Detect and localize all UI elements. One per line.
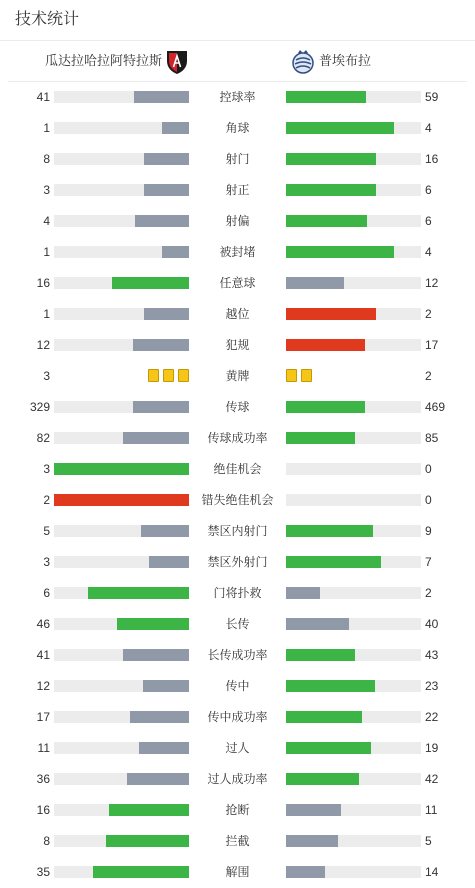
stat-label: 过人成功率 <box>207 772 268 786</box>
away-stat-value: 19 <box>425 741 439 755</box>
away-stat-value: 11 <box>425 803 438 817</box>
home-stat-bar <box>54 463 189 475</box>
away-stat-value: 469 <box>425 400 446 414</box>
stat-row <box>0 857 475 888</box>
home-stat-bar-fill <box>106 835 189 847</box>
away-stat-bar <box>286 556 421 568</box>
away-stat-bar-fill <box>286 649 355 661</box>
stat-label: 射偏 <box>225 214 250 228</box>
stat-row <box>0 175 475 206</box>
away-stat-bar <box>286 463 421 475</box>
away-stat-bar <box>286 184 421 196</box>
home-stat-bar-fill <box>88 587 189 599</box>
yellow-card-icon <box>163 369 174 382</box>
home-stat-bar <box>54 525 189 537</box>
away-stat-bar-fill <box>286 308 376 320</box>
home-stat-bar <box>54 773 189 785</box>
away-stat-value: 6 <box>425 183 432 197</box>
home-stat-value: 8 <box>43 152 50 166</box>
home-stat-bar-fill <box>162 246 189 258</box>
away-team-logo-icon <box>291 49 315 75</box>
home-stat-bar-fill <box>141 525 189 537</box>
stat-row <box>0 113 475 144</box>
away-stat-value: 17 <box>425 338 439 352</box>
home-stat-bar-fill <box>134 91 189 103</box>
away-stat-bar-fill <box>286 122 394 134</box>
away-stat-bar <box>286 91 421 103</box>
away-stat-bar <box>286 742 421 754</box>
home-stat-bar <box>54 494 189 506</box>
yellow-card-icon <box>178 369 189 382</box>
home-stat-value: 41 <box>36 648 50 662</box>
home-stat-bar <box>54 649 189 661</box>
away-stat-bar <box>286 122 421 134</box>
away-stat-bar <box>286 339 421 351</box>
away-stat-bar <box>286 804 421 816</box>
away-stat-bar-fill <box>286 711 362 723</box>
home-stat-bar <box>54 277 189 289</box>
away-stat-value: 42 <box>425 772 439 786</box>
away-stat-value: 9 <box>425 524 432 538</box>
home-stat-bar <box>54 432 189 444</box>
away-stat-value: 6 <box>425 214 432 228</box>
away-stat-bar-fill <box>286 339 365 351</box>
stat-label: 黄牌 <box>225 369 250 383</box>
stat-row <box>0 764 475 795</box>
stat-row <box>0 299 475 330</box>
home-stat-value: 6 <box>43 586 50 600</box>
away-stat-value: 14 <box>425 865 439 879</box>
home-stat-bar-fill <box>123 432 189 444</box>
home-stat-bar <box>54 680 189 692</box>
stat-row <box>0 268 475 299</box>
stat-label: 任意球 <box>219 276 256 290</box>
stat-row <box>0 609 475 640</box>
away-stat-value: 40 <box>425 617 439 631</box>
away-stat-bar <box>286 277 421 289</box>
home-stat-value: 8 <box>43 834 50 848</box>
home-stat-bar <box>54 215 189 227</box>
home-stat-bar-fill <box>127 773 189 785</box>
away-stat-value: 2 <box>425 586 432 600</box>
home-stat-value: 11 <box>37 741 50 755</box>
home-stat-value: 3 <box>43 369 50 383</box>
away-stat-bar-fill <box>286 742 371 754</box>
away-stat-value: 4 <box>425 245 432 259</box>
away-stat-bar <box>286 835 421 847</box>
stat-row <box>0 144 475 175</box>
team-header <box>8 41 467 82</box>
away-team-name: 普埃布拉 <box>319 53 372 68</box>
home-stat-bar <box>54 91 189 103</box>
home-stat-value: 41 <box>36 90 50 104</box>
home-stat-value: 3 <box>43 462 50 476</box>
stat-label: 传中成功率 <box>207 710 268 724</box>
stat-label: 过人 <box>225 741 250 755</box>
home-stat-bar <box>54 835 189 847</box>
home-stat-bar-fill <box>133 401 189 413</box>
away-stat-bar-fill <box>286 587 320 599</box>
stat-row <box>0 795 475 826</box>
header-bar <box>0 0 475 41</box>
stat-label: 传球成功率 <box>207 431 268 445</box>
home-stat-bar-fill <box>143 680 189 692</box>
yellow-card-icon <box>148 369 159 382</box>
home-stat-value: 1 <box>43 121 50 135</box>
away-stat-value: 59 <box>425 90 439 104</box>
away-stat-value: 85 <box>425 431 439 445</box>
away-stat-bar-fill <box>286 246 394 258</box>
home-stat-bar <box>54 618 189 630</box>
stat-label: 控球率 <box>219 90 256 104</box>
home-stat-bar-fill <box>93 866 189 878</box>
home-stat-value: 35 <box>36 865 50 879</box>
away-stat-bar <box>286 246 421 258</box>
away-stat-bar-fill <box>286 184 376 196</box>
away-stat-bar <box>286 587 421 599</box>
home-stat-bar-fill <box>149 556 190 568</box>
away-stat-bar <box>286 153 421 165</box>
away-stat-bar <box>286 494 421 506</box>
away-stat-bar-fill <box>286 804 341 816</box>
home-stat-bar-fill <box>133 339 189 351</box>
yellow-card-icon <box>301 369 312 382</box>
home-stat-bar <box>54 308 189 320</box>
stat-label: 禁区内射门 <box>207 524 268 538</box>
home-team-logo-icon <box>165 49 189 75</box>
home-stat-bar-fill <box>54 494 189 506</box>
home-stat-bar-fill <box>117 618 189 630</box>
away-stat-bar-fill <box>286 680 375 692</box>
home-stat-value: 3 <box>43 183 50 197</box>
away-stat-value: 2 <box>425 369 432 383</box>
stat-label: 拦截 <box>225 834 250 848</box>
home-stat-value: 46 <box>36 617 50 631</box>
home-stat-bar <box>54 804 189 816</box>
home-stat-bar <box>54 711 189 723</box>
home-stat-value: 82 <box>36 431 50 445</box>
away-stat-bar-fill <box>286 277 344 289</box>
stat-row <box>0 733 475 764</box>
home-stat-bar-fill <box>144 153 189 165</box>
stat-label: 角球 <box>225 121 250 135</box>
stat-row <box>0 392 475 423</box>
away-stat-value: 23 <box>425 679 439 693</box>
stat-row <box>0 423 475 454</box>
away-yellow-cards <box>286 369 312 382</box>
home-stat-value: 4 <box>43 214 50 228</box>
home-stat-value: 36 <box>36 772 50 786</box>
away-stat-bar <box>286 866 421 878</box>
stat-label: 射正 <box>225 183 250 197</box>
home-stat-bar <box>54 339 189 351</box>
away-stat-bar <box>286 308 421 320</box>
stat-row <box>0 454 475 485</box>
away-stat-bar <box>286 618 421 630</box>
home-stat-bar-fill <box>112 277 189 289</box>
away-stat-value: 22 <box>425 710 439 724</box>
away-stat-bar-fill <box>286 525 373 537</box>
home-stat-value: 1 <box>43 307 50 321</box>
home-stat-value: 329 <box>29 400 50 414</box>
away-stat-bar <box>286 432 421 444</box>
stat-label: 解围 <box>225 865 250 879</box>
home-team-name: 瓜达拉哈拉阿特拉斯 <box>44 53 162 68</box>
away-stat-value: 5 <box>425 834 432 848</box>
home-stat-bar <box>54 401 189 413</box>
away-stat-bar <box>286 711 421 723</box>
home-stat-value: 17 <box>36 710 50 724</box>
stat-row <box>0 578 475 609</box>
home-stat-value: 5 <box>43 524 50 538</box>
stat-label: 抢断 <box>225 803 250 817</box>
stat-row <box>0 330 475 361</box>
stat-label: 犯规 <box>225 338 250 352</box>
home-stat-bar-fill <box>130 711 189 723</box>
away-stat-bar-fill <box>286 91 366 103</box>
home-stat-value: 16 <box>36 276 50 290</box>
stat-row <box>0 826 475 857</box>
away-stat-bar-fill <box>286 432 355 444</box>
stat-label: 绝佳机会 <box>213 462 262 476</box>
stat-label: 门将扑救 <box>213 586 262 600</box>
home-stat-bar-fill <box>135 215 189 227</box>
home-stat-bar-fill <box>144 308 189 320</box>
home-stat-bar-fill <box>144 184 189 196</box>
away-stat-value: 0 <box>425 493 432 507</box>
home-stat-value: 12 <box>36 338 50 352</box>
stat-label: 传中 <box>225 679 250 693</box>
home-stat-bar <box>54 866 189 878</box>
home-stat-bar <box>54 587 189 599</box>
stat-row <box>0 516 475 547</box>
away-stat-bar <box>286 401 421 413</box>
stat-label: 禁区外射门 <box>207 555 268 569</box>
away-stat-bar <box>286 649 421 661</box>
stat-row <box>0 671 475 702</box>
stat-label: 长传 <box>225 617 250 631</box>
away-stat-bar-fill <box>286 153 376 165</box>
away-stat-bar-fill <box>286 773 359 785</box>
home-stat-bar-fill <box>109 804 189 816</box>
away-stat-bar <box>286 215 421 227</box>
home-yellow-cards <box>148 369 189 382</box>
home-stat-bar <box>54 153 189 165</box>
home-stat-bar <box>54 556 189 568</box>
away-stat-value: 12 <box>425 276 439 290</box>
home-stat-bar-fill <box>139 742 189 754</box>
away-stat-bar-fill <box>286 215 367 227</box>
away-stat-bar <box>286 680 421 692</box>
stat-label: 长传成功率 <box>207 648 268 662</box>
stat-label: 传球 <box>225 400 250 414</box>
stat-label: 错失绝佳机会 <box>201 493 274 507</box>
away-stat-bar <box>286 773 421 785</box>
away-stat-value: 7 <box>425 555 432 569</box>
away-stat-value: 4 <box>425 121 432 135</box>
away-stat-bar-fill <box>286 866 325 878</box>
home-stat-value: 3 <box>43 555 50 569</box>
home-stat-value: 16 <box>36 803 50 817</box>
home-stat-bar <box>54 742 189 754</box>
away-stat-value: 0 <box>425 462 432 476</box>
yellow-card-icon <box>286 369 297 382</box>
away-stat-bar-fill <box>286 835 338 847</box>
home-stat-bar <box>54 122 189 134</box>
home-stat-value: 1 <box>43 245 50 259</box>
away-stat-bar-fill <box>286 401 365 413</box>
page-title: 技术统计 <box>15 11 80 28</box>
stat-row <box>0 702 475 733</box>
stat-row <box>0 206 475 237</box>
stat-row <box>0 361 475 392</box>
home-stat-bar-fill <box>162 122 189 134</box>
stat-row <box>0 547 475 578</box>
stat-row <box>0 485 475 516</box>
away-stat-value: 2 <box>425 307 432 321</box>
home-stat-value: 2 <box>43 493 50 507</box>
away-stat-bar-fill <box>286 556 381 568</box>
stat-label: 越位 <box>225 307 250 321</box>
stat-row <box>0 237 475 268</box>
home-stat-bar-fill <box>123 649 189 661</box>
away-stat-bar-fill <box>286 618 349 630</box>
home-stat-bar-fill <box>54 463 189 475</box>
away-stat-value: 43 <box>425 648 439 662</box>
stat-row <box>0 640 475 671</box>
away-stat-bar <box>286 525 421 537</box>
stat-label: 被封堵 <box>219 245 256 259</box>
home-stat-bar <box>54 246 189 258</box>
stat-row <box>0 82 475 113</box>
home-stat-bar <box>54 184 189 196</box>
stat-label: 射门 <box>225 152 250 166</box>
away-stat-value: 16 <box>425 152 439 166</box>
home-stat-value: 12 <box>36 679 50 693</box>
